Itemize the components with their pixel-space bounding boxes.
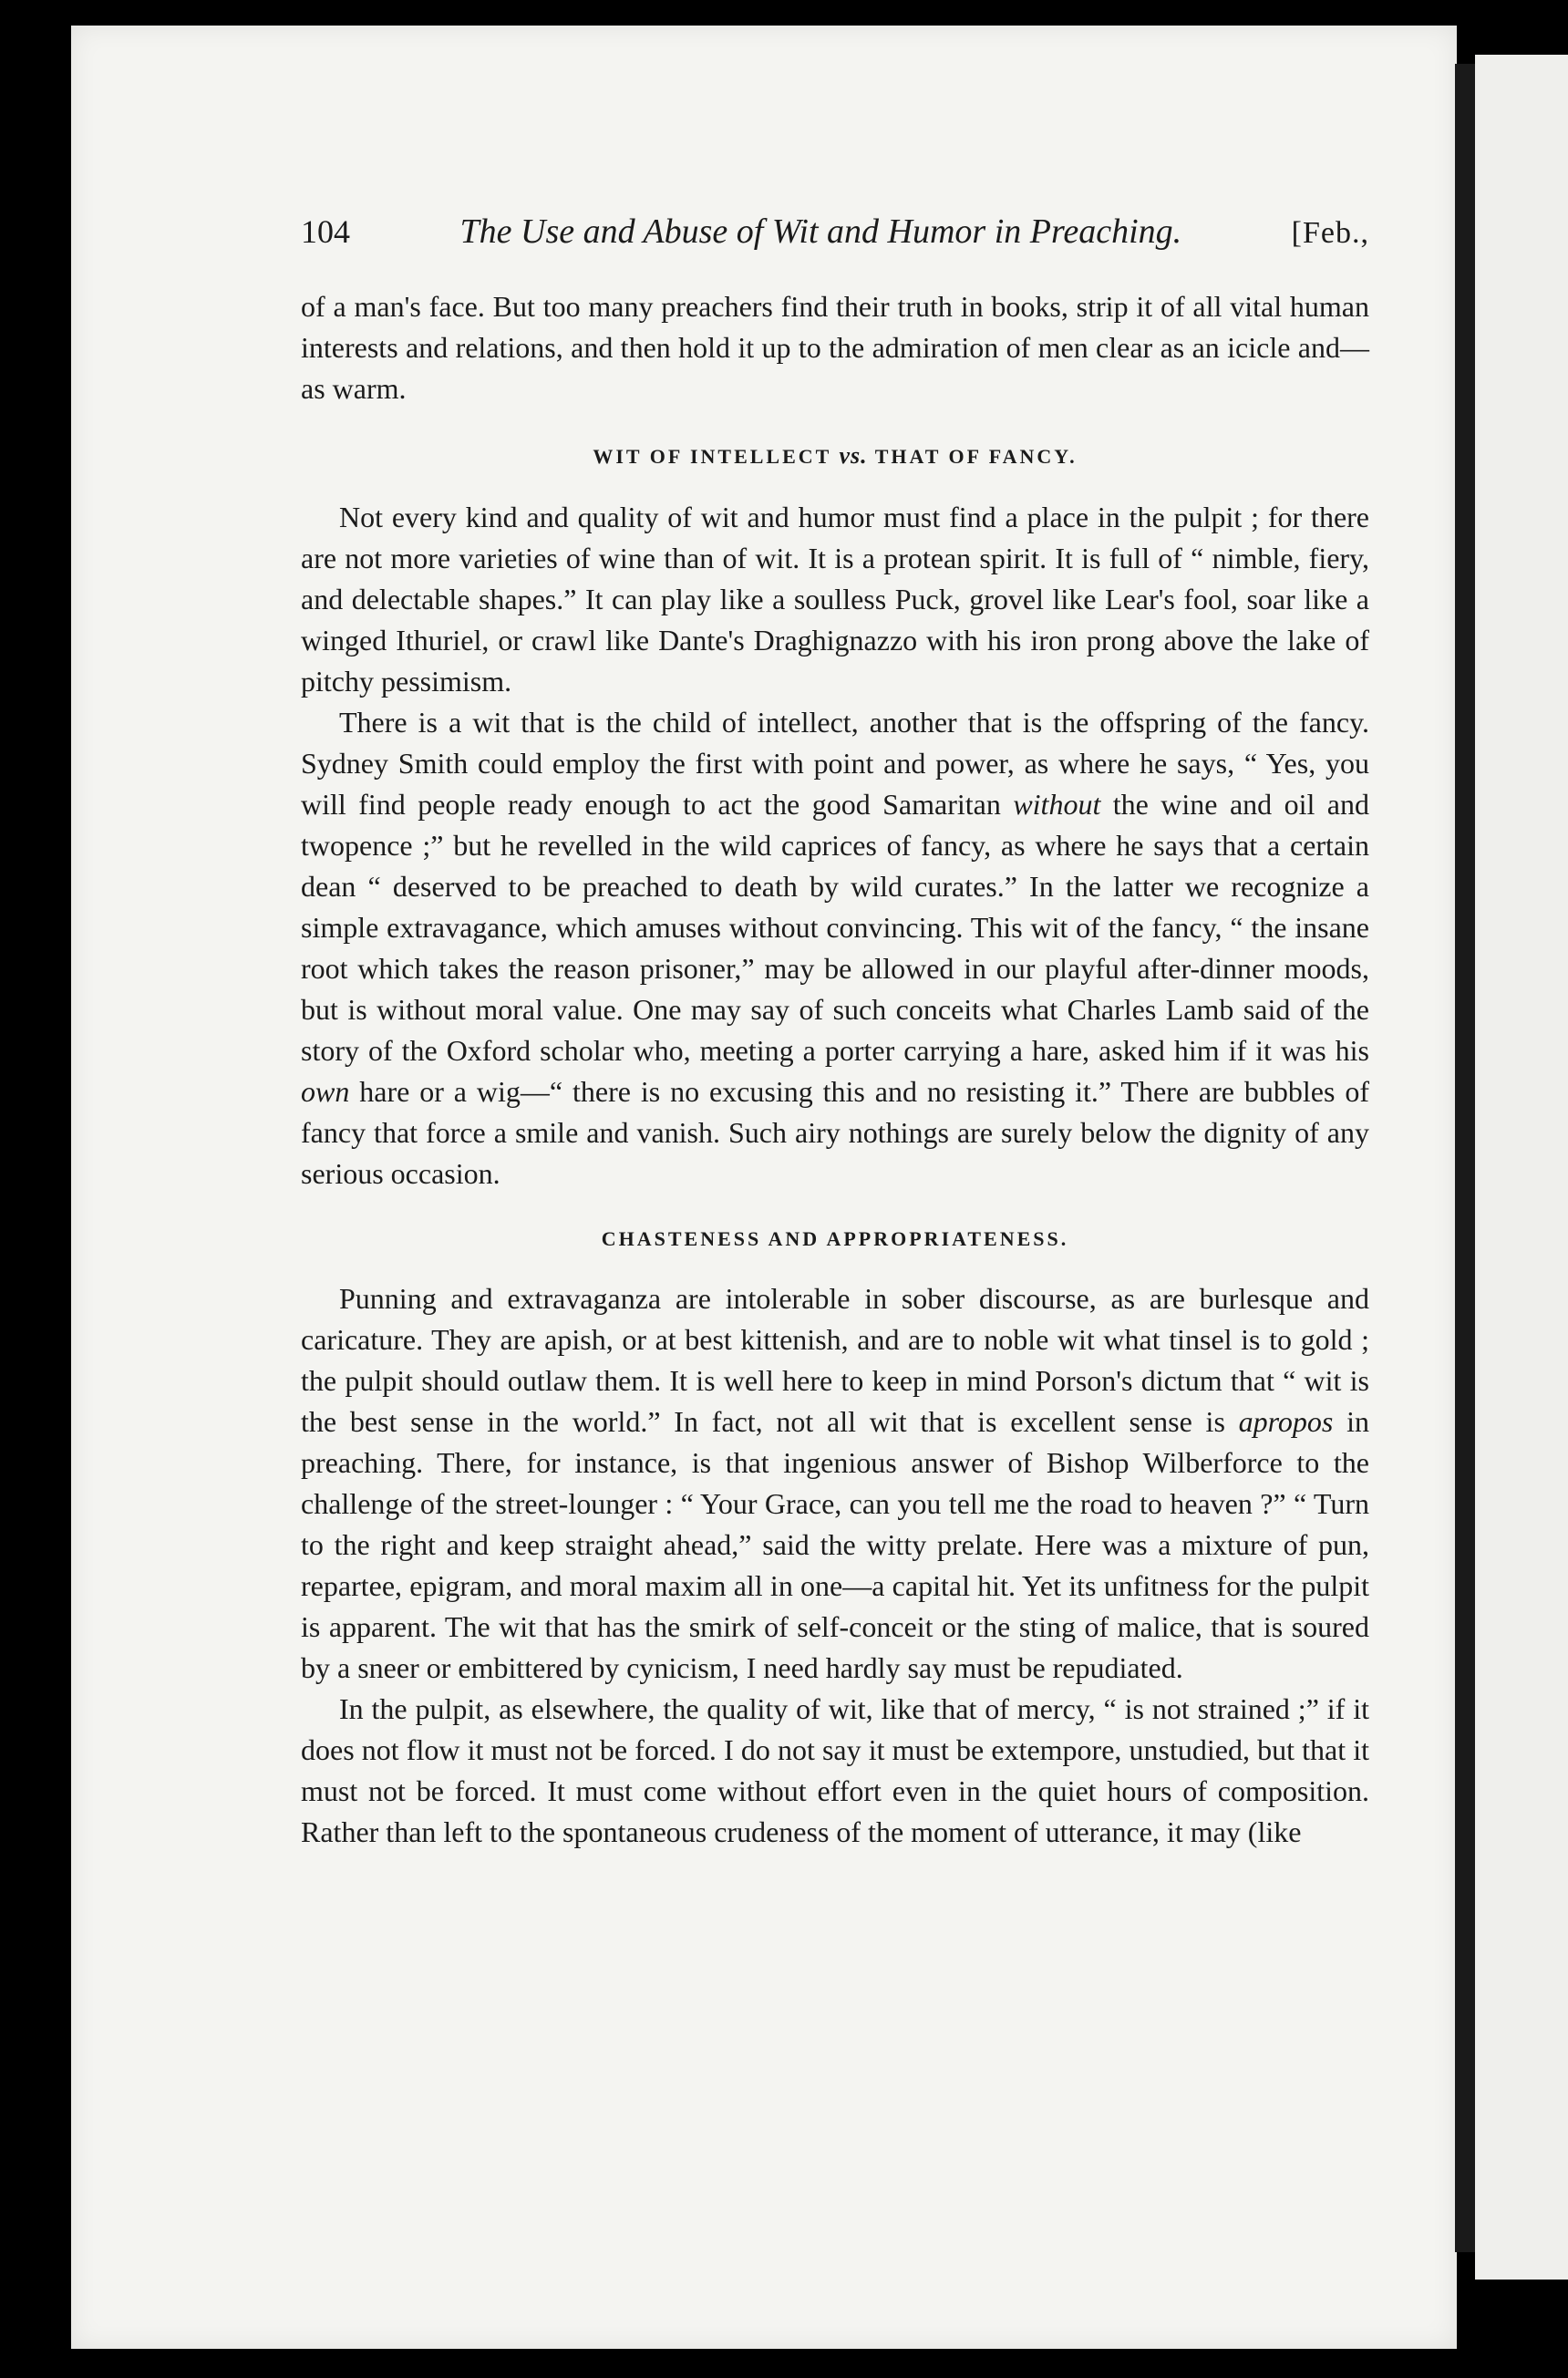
paragraph: Not every kind and quality of wit and humor must find a place in the pulpit ; for there are not more varieties of wine than of wit. It is a protean spirit. It is full of “ nimble, fiery, and delectable shapes.” It can play like a soulless Puck, grovel like Lear's fool, soar like a winged Ithuriel, or crawl like Dante's Draghignazzo with his iron prong above the lake of pitchy pessimism. <box>301 501 1369 698</box>
page-content <box>301 212 1369 1853</box>
text-run: hare or a wig—“ there is no excusing this and no resisting it.” There are bubbles of fancy that force a smile and vanish. Such airy nothings are surely below the dignity of any serious occasion. <box>301 1075 1369 1190</box>
italic-text: without <box>1013 788 1101 821</box>
running-title: The Use and Abuse of Wit and Humor in Preaching. <box>459 212 1182 251</box>
text-run: Punning and extravaganza are intolerable in sober discourse, as are burlesque and caricature. They are apish, or at best kittenish, and are to noble wit what tinsel is to gold ; the pulpit should outlaw them. It is well here to keep in mind Porson's dictum that “ wit is the best sense in the world.” In fact, not all wit that is excellent sense is <box>301 1282 1369 1438</box>
italic-text: apropos <box>1238 1405 1334 1438</box>
section-heading-part: WIT OF INTELLECT <box>593 445 831 468</box>
book-page <box>71 26 1457 2349</box>
running-header <box>301 212 1369 259</box>
section-heading-wit-of-intellect <box>301 442 1369 470</box>
paragraph <box>301 1278 1369 1689</box>
text-run: the wine and oil and twopence ;” but he revelled in the wild caprices of fancy, as where he says that a certain dean “ deserved to be preached to death by wild curates.” In the latter we recognize a simple extravagance, which amuses without convincing. This wit of the fancy, “ the insane root which takes the reason prisoner,” may be allowed in our playful after-dinner moods, but is without moral value. One may say of such conceits what Charles Lamb said of the story of the Oxford scholar who, meeting a porter carrying a hare, asked him if it was his <box>301 788 1370 1067</box>
section-heading-chasteness: CHASTENESS AND APPROPRIATENESS. <box>601 1227 1069 1250</box>
paragraph <box>301 702 1369 1194</box>
paragraph: In the pulpit, as elsewhere, the quality of wit, like that of mercy, “ is not strained ;” if it does not flow it must not be forced. I do not say it must be extempore, unstudied, but that it must not be forced. It must come without effort even in the quiet hours of composition. Rather than left to the spontaneous crudeness of the moment of utterance, it may (like <box>301 1692 1369 1848</box>
running-month: [Feb., <box>1291 216 1369 250</box>
text-run: in preaching. There, for instance, is that ingenious answer of Bishop Wilberforce to the challenge of the street-lounger : “ Your Grace, can you tell me the road to heaven ?” “ Turn to the right and keep straight ahead,” said the witty prelate. Here was a mixture of pun, repartee, epigram, and moral maxim all in one—a capital hit. Yet its unfitness for the pulpit is apparent. The wit that has the smirk of self-conceit or the sting of malice, that is soured by a sneer or embittered by cynicism, I need hardly say must be repudiated. <box>301 1405 1369 1684</box>
section-heading-part: THAT OF FANCY. <box>874 445 1078 468</box>
text-run: There is a wit that is the child of intellect, another that is the offspring of the fancy. Sydney Smith could employ the first with point and power, as where he says, “ Yes, you will find people ready enough to act the good Samaritan <box>301 706 1369 821</box>
page-gutter-shadow <box>1455 64 1477 2252</box>
italic-text: own <box>301 1075 350 1108</box>
section-heading-vs: vs. <box>839 442 868 469</box>
paragraph-continued: of a man's face. But too many preachers find their truth in books, strip it of all vital human interests and relations, and then hold it up to the admiration of men clear as an icicle and—as warm. <box>301 290 1369 405</box>
next-page-edge <box>1475 55 1568 2280</box>
page-number: 104 <box>301 213 350 250</box>
